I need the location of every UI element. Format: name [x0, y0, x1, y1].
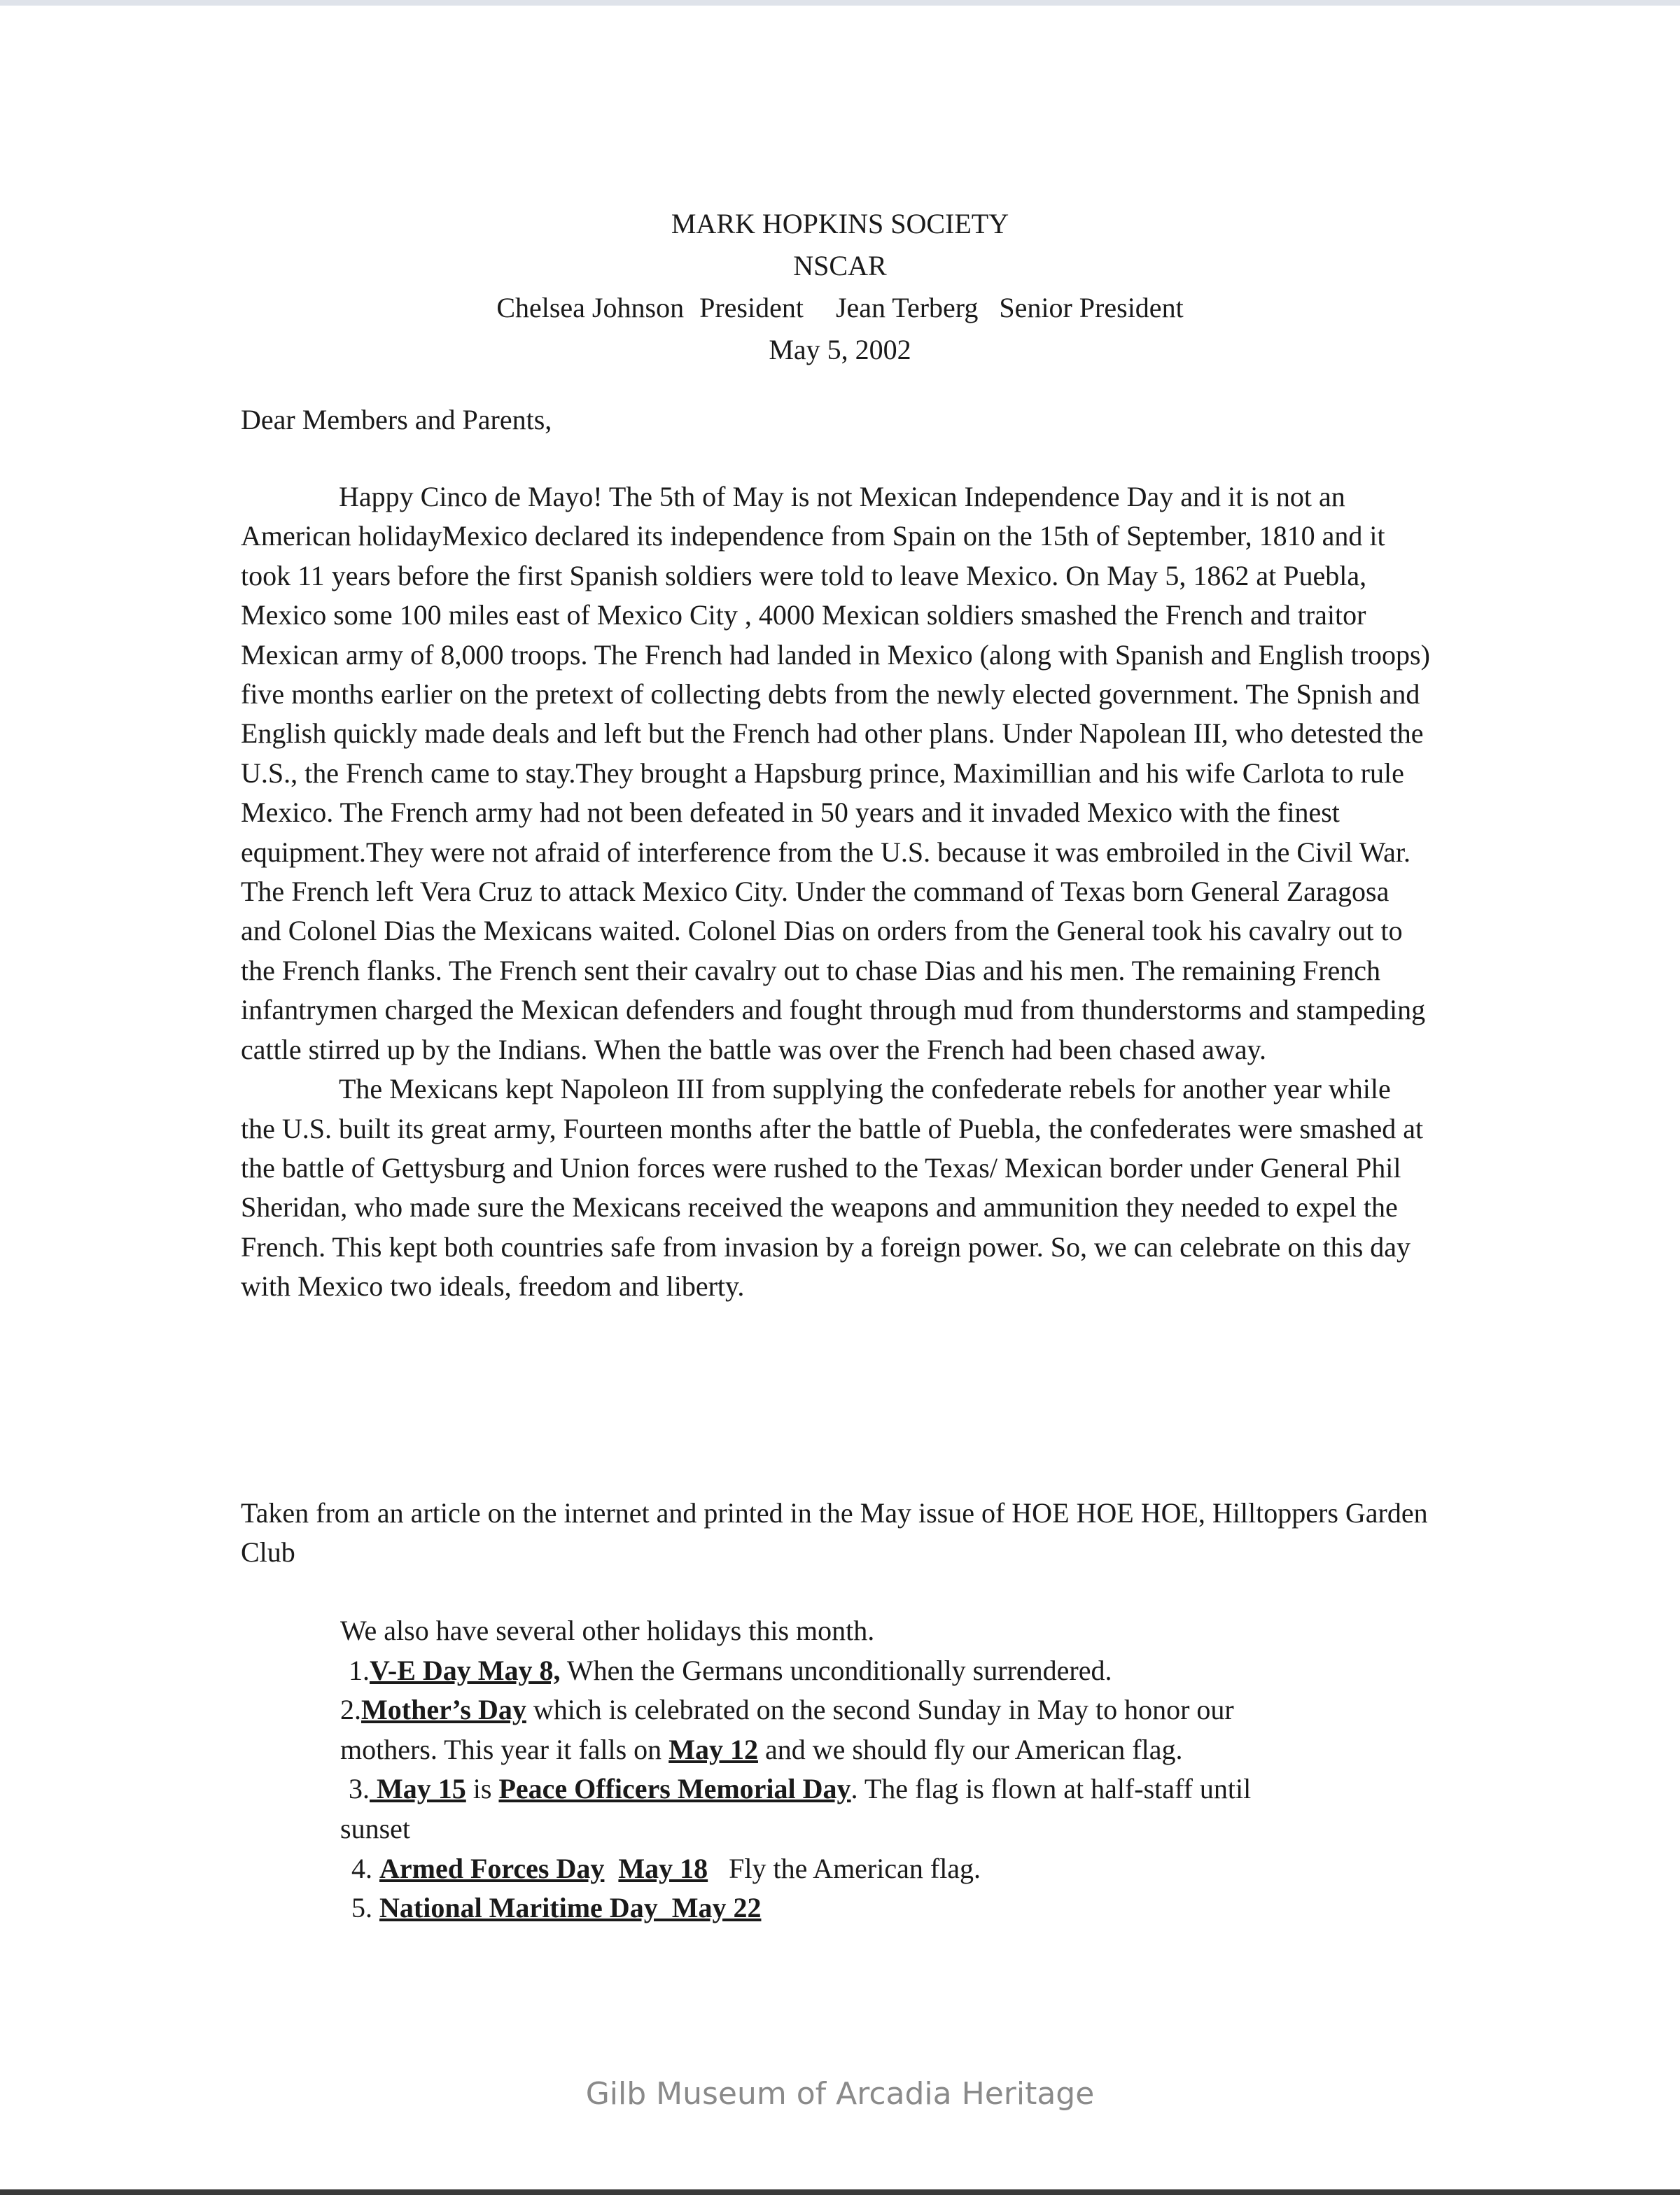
holiday-title: V-E Day May 8,	[370, 1654, 561, 1686]
holiday-number: 1.	[349, 1654, 370, 1686]
scan-edge-bottom	[0, 2189, 1680, 2195]
holiday-title: Armed Forces Day	[379, 1852, 605, 1884]
holiday-intro: We also have several other holidays this month.	[340, 1615, 875, 1646]
holiday-title: National Maritime Day May 22	[379, 1892, 762, 1924]
holiday-item-2-cont	[340, 1730, 1432, 1770]
letter-date: May 5, 2002	[769, 334, 911, 365]
holiday-description: When the Germans unconditionally surrendered.	[560, 1654, 1112, 1686]
holiday-description: Fly the American flag.	[708, 1852, 981, 1884]
officers-line	[0, 287, 1680, 329]
holiday-number: 2.	[340, 1694, 361, 1726]
museum-watermark: Gilb Museum of Arcadia Heritage	[585, 2076, 1095, 2112]
holiday-description: which is celebrated on the second Sunday in May to honor our	[526, 1694, 1234, 1726]
holiday-number: 3.	[349, 1773, 370, 1805]
holiday-item-3-cont: sunset	[340, 1812, 410, 1844]
scan-edge-top	[0, 0, 1680, 6]
body-paragraph: Happy Cinco de Mayo! The 5th of May is not Mexican Independence Day and it is not an American holidayMexico declared its independence from Spain on the 15th of September, 1810 and it took 11 years before the first Spanish soldiers were told to leave Mexico. On May 5, 1862 at Puebla, Mexico some 100 miles east of Mexico City , 4000 Mexican soldiers smashed the French and traitor Mexican army of 8,000 troops. The French had landed in Mexico (along with Spanish and English troops) five months earlier on the pretext of collecting debts from the newly elected government. The Spnish and English quickly made deals and left but the French had other plans. Under Napolean III, who detested the U.S., the French came to stay.They brought a Hapsburg prince, Maximillian and his wife Carlota to rule Mexico. The French army had not been defeated in 50 years and it invaded Mexico with the finest equipment.They were not afraid of interference from the U.S. because it was embroiled in the Civil War. The French left Vera Cruz to attack Mexico City. Under the command of Texas born General Zaragosa and Colonel Dias the Mexicans waited. Colonel Dias on orders from the General took his cavalry out to the French flanks. The French sent their cavalry out to chase Dias and his men. The remaining French infantrymen charged the Mexican defenders and fought through mud from thunderstorms and stampeding cattle stirred up by the Indians. When the battle was over the French had been chased away.	[241, 481, 1430, 1065]
holiday-item-2	[340, 1690, 1432, 1730]
holiday-date: May 15	[370, 1773, 466, 1805]
salutation: Dear Members and Parents,	[241, 404, 552, 435]
holiday-date: May 12	[668, 1733, 758, 1765]
holiday-list	[340, 1611, 1432, 1928]
holiday-number: 4.	[351, 1852, 379, 1884]
letter-body	[241, 477, 1431, 1307]
organization-name: NSCAR	[793, 250, 887, 281]
holiday-title: Peace Officers Memorial Day	[498, 1773, 851, 1805]
holiday-description: and we should fly our American flag.	[757, 1733, 1183, 1765]
holiday-description: mothers. This year it falls on	[340, 1733, 669, 1765]
letterhead	[0, 203, 1680, 371]
society-name: MARK HOPKINS SOCIETY	[671, 208, 1009, 239]
holiday-item-3	[340, 1769, 1432, 1809]
holiday-item-4	[340, 1849, 1432, 1889]
holiday-description: . The flag is flown at half-staff until	[850, 1773, 1252, 1805]
holiday-item-1	[340, 1651, 1432, 1691]
holiday-date: May 18	[618, 1852, 708, 1884]
source-note: Taken from an article on the internet and printed in the May issue of HOE HOE HOE, Hilltoppers Garden Club	[241, 1497, 1428, 1568]
senior-president-title: Senior President	[999, 292, 1184, 323]
senior-president-name: Jean Terberg	[835, 292, 979, 323]
president-title: President	[699, 292, 804, 323]
holiday-title: Mother’s Day	[361, 1694, 526, 1726]
holiday-connector: is	[465, 1773, 499, 1805]
president-name: Chelsea Johnson	[496, 292, 685, 323]
holiday-item-5	[340, 1888, 1432, 1928]
holiday-number: 5.	[351, 1892, 379, 1924]
body-paragraph: The Mexicans kept Napoleon III from supplying the confederate rebels for another year while the U.S. built its great army, Fourteen months after the battle of Puebla, the confederates were smashed at the battle of Gettysburg and Union forces were rushed to the Texas/ Mexican border under General Phil Sheridan, who made sure the Mexicans received the weapons and ammunition they needed to expel the French. This kept both countries safe from invasion by a foreign power. So, we can celebrate on this day with Mexico two ideals, freedom and liberty.	[241, 1073, 1424, 1303]
